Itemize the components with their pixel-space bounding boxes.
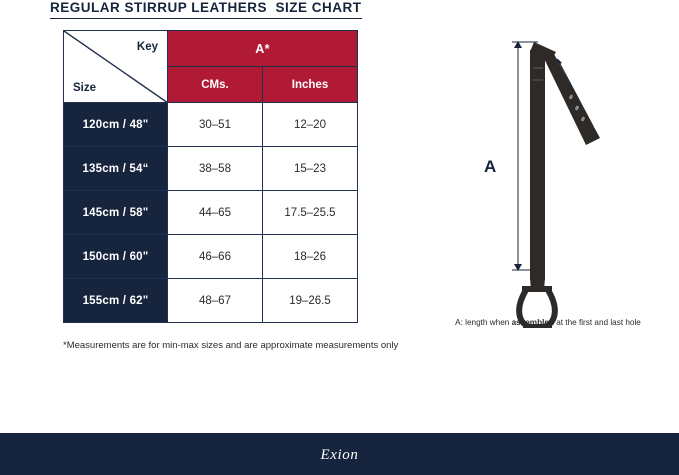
stirrup-top-bar (522, 286, 552, 292)
row-inches: 18–26 (263, 235, 358, 279)
row-cms: 38–58 (168, 147, 263, 191)
row-cms: 44–65 (168, 191, 263, 235)
table-row (64, 103, 358, 147)
size-chart-table-wrap (63, 30, 357, 323)
stirrup-leather-diagram (430, 28, 660, 328)
measurement-footnote: *Measurements are for min-max sizes and are approximate measurements only (63, 340, 399, 351)
table-header-row-group (64, 31, 358, 67)
row-cms: 30–51 (168, 103, 263, 147)
row-size: 155cm / 62" (64, 279, 168, 323)
caption-pre: A: length when (455, 318, 512, 327)
caption-post: at the first and last hole (553, 318, 641, 327)
page-title: REGULAR STIRRUP LEATHERS SIZE CHART (50, 0, 362, 19)
table-row (64, 235, 358, 279)
row-size: 135cm / 54“ (64, 147, 168, 191)
page-footer (0, 433, 679, 475)
row-size: 145cm / 58" (64, 191, 168, 235)
table-group-header-a: A* (168, 31, 358, 67)
table-subheader-inches: Inches (263, 67, 358, 103)
table-row (64, 147, 358, 191)
leather-strap-shape (530, 42, 600, 290)
diagram-caption (432, 318, 664, 327)
caption-bold: assembled (511, 318, 554, 327)
dimension-label-a: A (484, 157, 497, 176)
table-row (64, 279, 358, 323)
row-inches: 12–20 (263, 103, 358, 147)
table-subheader-cms: CMs. (168, 67, 263, 103)
row-cms: 48–67 (168, 279, 263, 323)
table-corner-cell (64, 31, 168, 103)
brand-logo: Exion (320, 447, 359, 463)
row-inches: 17.5–25.5 (263, 191, 358, 235)
size-chart-table (63, 30, 358, 323)
row-inches: 19–26.5 (263, 279, 358, 323)
row-cms: 46–66 (168, 235, 263, 279)
stirrup-leather-illustration-svg (430, 28, 660, 328)
row-inches: 15–23 (263, 147, 358, 191)
row-size: 150cm / 60" (64, 235, 168, 279)
table-size-label: Size (73, 82, 97, 94)
table-key-label: Key (136, 41, 158, 53)
table-row (64, 191, 358, 235)
row-size: 120cm / 48" (64, 103, 168, 147)
